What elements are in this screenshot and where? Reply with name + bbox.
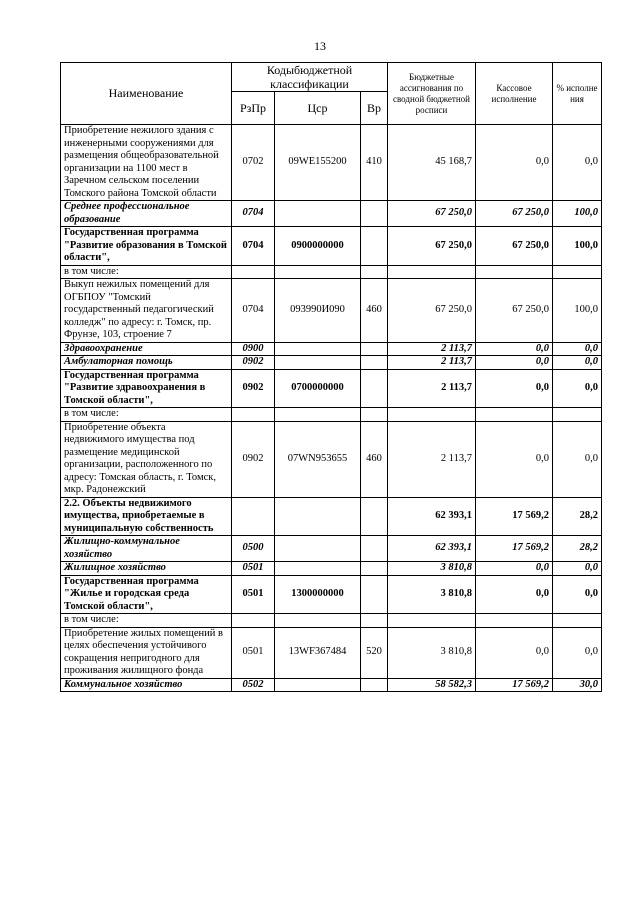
row-assigned: 67 250,0 [388, 201, 476, 227]
row-rzpr: 0702 [232, 125, 275, 201]
table-row [61, 356, 602, 370]
row-vr: 460 [361, 279, 388, 343]
row-name: Государственная программа "Развитие здравоохранения в Томской области", [61, 369, 232, 408]
row-cash: 0,0 [476, 627, 553, 678]
header-assigned: Бюджетные ассигнования по сводной бюджетной росписи [388, 63, 476, 125]
row-name: Жилищное хозяйство [61, 562, 232, 576]
row-rzpr: 0501 [232, 575, 275, 614]
header-csr: Цср [275, 92, 361, 125]
row-name: в том числе: [61, 408, 232, 422]
row-percent: 100,0 [553, 227, 602, 266]
row-percent [553, 265, 602, 279]
row-cash: 0,0 [476, 562, 553, 576]
row-csr: 093990И090 [275, 279, 361, 343]
row-assigned: 2 113,7 [388, 369, 476, 408]
table-row [61, 497, 602, 536]
table-row [61, 421, 602, 497]
row-vr [361, 614, 388, 628]
row-assigned: 3 810,8 [388, 575, 476, 614]
row-percent: 28,2 [553, 497, 602, 536]
row-assigned [388, 614, 476, 628]
budget-table [60, 62, 602, 692]
row-percent: 100,0 [553, 279, 602, 343]
row-assigned [388, 408, 476, 422]
row-rzpr: 0501 [232, 627, 275, 678]
row-vr [361, 575, 388, 614]
row-cash: 17 569,2 [476, 536, 553, 562]
table-row [61, 562, 602, 576]
row-vr: 460 [361, 421, 388, 497]
row-rzpr: 0704 [232, 227, 275, 266]
table-row [61, 201, 602, 227]
row-vr [361, 356, 388, 370]
row-percent: 0,0 [553, 369, 602, 408]
row-csr [275, 265, 361, 279]
row-vr [361, 562, 388, 576]
row-csr [275, 536, 361, 562]
row-assigned: 45 168,7 [388, 125, 476, 201]
row-cash: 17 569,2 [476, 497, 553, 536]
row-cash: 67 250,0 [476, 201, 553, 227]
row-rzpr [232, 497, 275, 536]
header-percent: % исполне ния [553, 63, 602, 125]
row-assigned: 2 113,7 [388, 342, 476, 356]
table-row [61, 265, 602, 279]
row-assigned: 62 393,1 [388, 497, 476, 536]
row-name: Амбулаторная помощь [61, 356, 232, 370]
row-csr: 13WF367484 [275, 627, 361, 678]
row-vr [361, 497, 388, 536]
row-csr [275, 497, 361, 536]
row-rzpr: 0704 [232, 201, 275, 227]
row-percent [553, 408, 602, 422]
row-cash [476, 265, 553, 279]
row-percent: 0,0 [553, 125, 602, 201]
row-percent: 0,0 [553, 627, 602, 678]
row-name: Государственная программа "Жилье и городская среда Томской области", [61, 575, 232, 614]
row-name: Среднее профессиональное образование [61, 201, 232, 227]
row-vr [361, 536, 388, 562]
row-csr [275, 356, 361, 370]
row-rzpr: 0902 [232, 421, 275, 497]
row-cash: 0,0 [476, 575, 553, 614]
header-rzpr: РзПр [232, 92, 275, 125]
row-cash: 0,0 [476, 356, 553, 370]
row-cash: 0,0 [476, 421, 553, 497]
row-rzpr: 0501 [232, 562, 275, 576]
row-vr [361, 678, 388, 692]
row-percent: 28,2 [553, 536, 602, 562]
row-cash: 67 250,0 [476, 279, 553, 343]
row-percent: 0,0 [553, 342, 602, 356]
row-assigned: 67 250,0 [388, 279, 476, 343]
table-row [61, 575, 602, 614]
row-rzpr: 0500 [232, 536, 275, 562]
row-csr [275, 562, 361, 576]
table-row [61, 536, 602, 562]
row-name: в том числе: [61, 614, 232, 628]
row-csr [275, 614, 361, 628]
header-name: Наименование [61, 63, 232, 125]
row-cash: 0,0 [476, 125, 553, 201]
row-csr [275, 201, 361, 227]
row-cash: 67 250,0 [476, 227, 553, 266]
table-row [61, 678, 602, 692]
row-rzpr [232, 614, 275, 628]
row-name: Здравоохранение [61, 342, 232, 356]
row-csr [275, 408, 361, 422]
row-assigned: 2 113,7 [388, 421, 476, 497]
row-vr: 520 [361, 627, 388, 678]
table-row [61, 279, 602, 343]
row-percent: 0,0 [553, 575, 602, 614]
table-row [61, 342, 602, 356]
row-rzpr: 0902 [232, 356, 275, 370]
row-percent: 100,0 [553, 201, 602, 227]
row-assigned [388, 265, 476, 279]
row-csr: 09WE155200 [275, 125, 361, 201]
row-rzpr: 0902 [232, 369, 275, 408]
row-vr [361, 265, 388, 279]
table-row [61, 125, 602, 201]
table-row [61, 614, 602, 628]
header-cash: Кассовое исполнение [476, 63, 553, 125]
row-csr [275, 342, 361, 356]
row-percent: 30,0 [553, 678, 602, 692]
row-assigned: 3 810,8 [388, 627, 476, 678]
page-number: 13 [314, 39, 326, 53]
row-name: Коммунальное хозяйство [61, 678, 232, 692]
row-cash [476, 614, 553, 628]
row-percent: 0,0 [553, 421, 602, 497]
row-assigned: 3 810,8 [388, 562, 476, 576]
row-rzpr: 0900 [232, 342, 275, 356]
row-vr [361, 369, 388, 408]
row-cash [476, 408, 553, 422]
row-cash: 0,0 [476, 342, 553, 356]
row-name: в том числе: [61, 265, 232, 279]
row-percent [553, 614, 602, 628]
row-vr [361, 408, 388, 422]
row-name: Приобретение объекта недвижимого имущества под размещение медицинской организации, расположенного по адресу: Томская область, г. Томск, мкр. Радонежский [61, 421, 232, 497]
row-vr [361, 201, 388, 227]
row-name: Государственная программа "Развитие образования в Томской области", [61, 227, 232, 266]
row-rzpr [232, 408, 275, 422]
table-row [61, 369, 602, 408]
row-csr: 1300000000 [275, 575, 361, 614]
row-name: Приобретение нежилого здания с инженерными сооружениями для размещения общеобразовательной организации на 1100 мест в Заречном сельском поселении Томского района Томской области [61, 125, 232, 201]
row-csr [275, 678, 361, 692]
row-vr [361, 227, 388, 266]
row-assigned: 58 582,3 [388, 678, 476, 692]
row-csr: 0900000000 [275, 227, 361, 266]
header-vr: Вр [361, 92, 388, 125]
header-codes: Кодыбюджетной классификации [232, 63, 388, 92]
table-row [61, 408, 602, 422]
row-name: Выкуп нежилых помещений для ОГБПОУ "Томский государственный педагогический колледж" по адресу: г. Томск, пр. Фрунзе, 103, строение 7 [61, 279, 232, 343]
row-name: Приобретение жилых помещений в целях обеспечения устойчивого сокращения непригодного для проживания жилищного фонда [61, 627, 232, 678]
row-vr: 410 [361, 125, 388, 201]
row-csr: 07WN953655 [275, 421, 361, 497]
row-assigned: 2 113,7 [388, 356, 476, 370]
row-cash: 17 569,2 [476, 678, 553, 692]
table-row [61, 627, 602, 678]
row-assigned: 67 250,0 [388, 227, 476, 266]
row-name: 2.2. Объекты недвижимого имущества, приобретаемые в муниципальную собственность [61, 497, 232, 536]
row-rzpr [232, 265, 275, 279]
row-rzpr: 0502 [232, 678, 275, 692]
row-csr: 0700000000 [275, 369, 361, 408]
row-percent: 0,0 [553, 562, 602, 576]
table-row [61, 227, 602, 266]
row-assigned: 62 393,1 [388, 536, 476, 562]
row-cash: 0,0 [476, 369, 553, 408]
row-name: Жилищно-коммунальное хозяйство [61, 536, 232, 562]
row-vr [361, 342, 388, 356]
row-percent: 0,0 [553, 356, 602, 370]
row-rzpr: 0704 [232, 279, 275, 343]
